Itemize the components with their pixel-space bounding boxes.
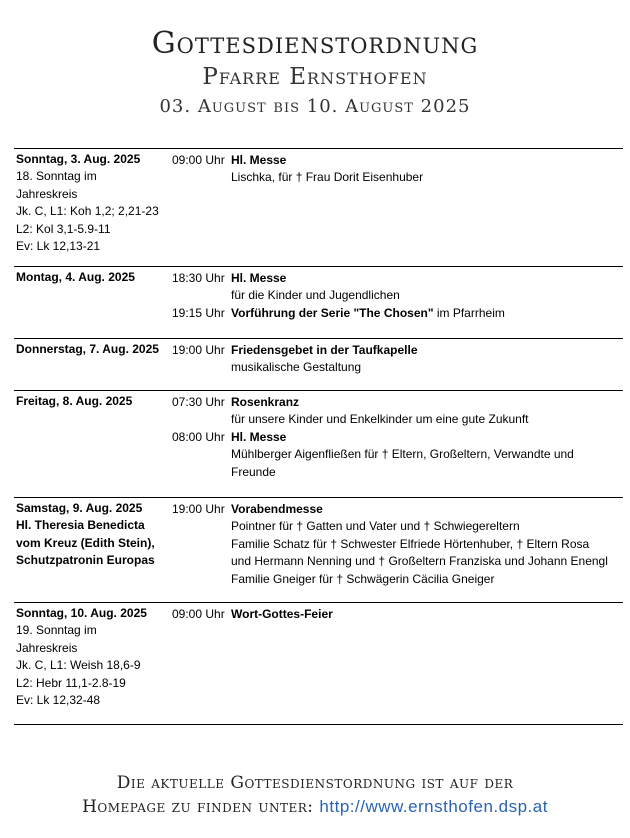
service-entry	[172, 305, 623, 322]
service-title	[231, 501, 623, 518]
day-note: 18. Sonntag im	[16, 169, 97, 184]
day-block	[14, 390, 623, 497]
day-note: L2: Kol 3,1-5.9-11	[16, 221, 111, 236]
day-column	[16, 393, 170, 410]
day-note: vom Kreuz (Edith Stein),	[16, 535, 155, 550]
date-range: 03. August bis 10. August 2025	[159, 96, 471, 117]
day-note: Hl. Theresia Benedicta	[16, 518, 145, 533]
day-block	[14, 266, 623, 338]
day-note: Jahreskreis	[16, 640, 78, 655]
service-details	[231, 394, 623, 429]
service-time: 09:00 Uhr	[172, 607, 225, 621]
service-intention: für unsere Kinder und Enkelkinder um eine gute Zukunft	[231, 412, 529, 427]
service-intention: und Hermann Nenning und † Großeltern Franziska und Johann Enengl	[231, 554, 608, 569]
day-date: Sonntag, 3. Aug. 2025	[16, 152, 141, 166]
day-note: 19. Sonntag im	[16, 623, 97, 638]
day-column	[16, 500, 170, 570]
service-title-text: Hl. Messe	[231, 271, 287, 285]
footer-line-2	[0, 795, 630, 819]
service-entry	[172, 501, 623, 588]
day-note: Ev: Lk 12,32-48	[16, 693, 101, 708]
service-intention: für die Kinder und Jugendlichen	[231, 288, 400, 303]
service-entry	[172, 152, 623, 187]
day-column	[16, 341, 170, 358]
service-title	[231, 342, 623, 359]
service-title	[231, 394, 623, 411]
day-block	[14, 497, 623, 602]
service-intention: musikalische Gestaltung	[231, 360, 362, 375]
page-title: Gottesdienstordnung	[151, 26, 479, 61]
service-time: 09:00 Uhr	[172, 153, 225, 167]
service-intention: Lischka, für † Frau Dorit Eisenhuber	[231, 170, 424, 185]
service-title	[231, 429, 623, 446]
day-block	[14, 148, 623, 266]
day-date: Sonntag, 10. Aug. 2025	[16, 606, 147, 620]
service-title-text: Friedensgebet in der Taufkapelle	[231, 343, 418, 357]
table-bottom-rule	[14, 724, 623, 725]
service-details	[231, 342, 623, 377]
service-details	[231, 270, 623, 305]
service-title-text: Wort-Gottes-Feier	[231, 607, 333, 621]
service-entry	[172, 342, 623, 377]
day-block	[14, 602, 623, 724]
service-time: 07:30 Uhr	[172, 395, 225, 409]
day-column	[16, 151, 170, 255]
day-date: Freitag, 8. Aug. 2025	[16, 394, 133, 408]
service-time: 19:00 Uhr	[172, 502, 225, 516]
service-title-text: Vorabendmesse	[231, 502, 323, 516]
service-title-text: Vorführung der Serie "The Chosen"	[231, 305, 434, 320]
service-time: 19:00 Uhr	[172, 343, 225, 357]
service-title	[231, 606, 623, 623]
day-date: Samstag, 9. Aug. 2025	[16, 501, 143, 515]
service-intention: Familie Gneiger für † Schwägerin Cäcilia Gneiger	[231, 571, 495, 586]
service-time: 08:00 Uhr	[172, 429, 225, 444]
schedule-table	[14, 148, 623, 725]
service-intention: Pointner für † Gatten und Vater und † Schwiegereltern	[231, 519, 520, 534]
service-title-text: Hl. Messe	[231, 429, 287, 444]
service-entry	[172, 270, 623, 305]
service-details	[231, 305, 623, 322]
day-column	[16, 269, 170, 286]
service-details	[231, 152, 623, 187]
service-intention: Mühlberger Aigenfließen für † Eltern, Großeltern, Verwandte und	[231, 447, 574, 462]
footer-line-1: Die aktuelle Gottesdienstordnung ist auf der	[116, 773, 514, 793]
day-note: L2: Hebr 11,1-2.8-19	[16, 675, 126, 690]
day-date: Montag, 4. Aug. 2025	[16, 270, 135, 284]
day-date: Donnerstag, 7. Aug. 2025	[16, 342, 159, 356]
day-note: Jk. C, L1: Weish 18,6-9	[16, 658, 141, 673]
service-entry	[172, 606, 623, 623]
service-details	[231, 501, 623, 588]
service-title	[231, 305, 623, 322]
day-column	[16, 605, 170, 709]
service-title-suffix: im Pfarrheim	[433, 305, 505, 320]
day-note: Jahreskreis	[16, 186, 78, 201]
service-intention: Freunde	[231, 464, 276, 479]
service-title	[231, 270, 623, 287]
service-intention: Familie Schatz für † Schwester Elfriede Hörtenhuber, † Eltern Rosa	[231, 536, 590, 551]
service-time: 19:15 Uhr	[172, 305, 225, 320]
day-block	[14, 338, 623, 390]
service-title-text: Rosenkranz	[231, 395, 300, 409]
service-entry	[172, 394, 623, 429]
homepage-link[interactable]: http://www.ernsthofen.dsp.at	[319, 797, 548, 816]
parish-name: Pfarre Ernsthofen	[202, 64, 428, 90]
day-note: Jk. C, L1: Koh 1,2; 2,21-23	[16, 204, 159, 219]
footer-note	[0, 772, 630, 819]
day-note: Ev: Lk 12,13-21	[16, 239, 101, 254]
service-title	[231, 152, 623, 169]
service-time: 18:30 Uhr	[172, 271, 225, 285]
service-details	[231, 606, 623, 623]
service-entry	[172, 429, 623, 481]
service-details	[231, 429, 623, 481]
footer-line-2-text: Homepage zu finden unter:	[82, 797, 314, 817]
day-note: Schutzpatronin Europas	[16, 553, 155, 568]
service-title-text: Hl. Messe	[231, 153, 287, 167]
